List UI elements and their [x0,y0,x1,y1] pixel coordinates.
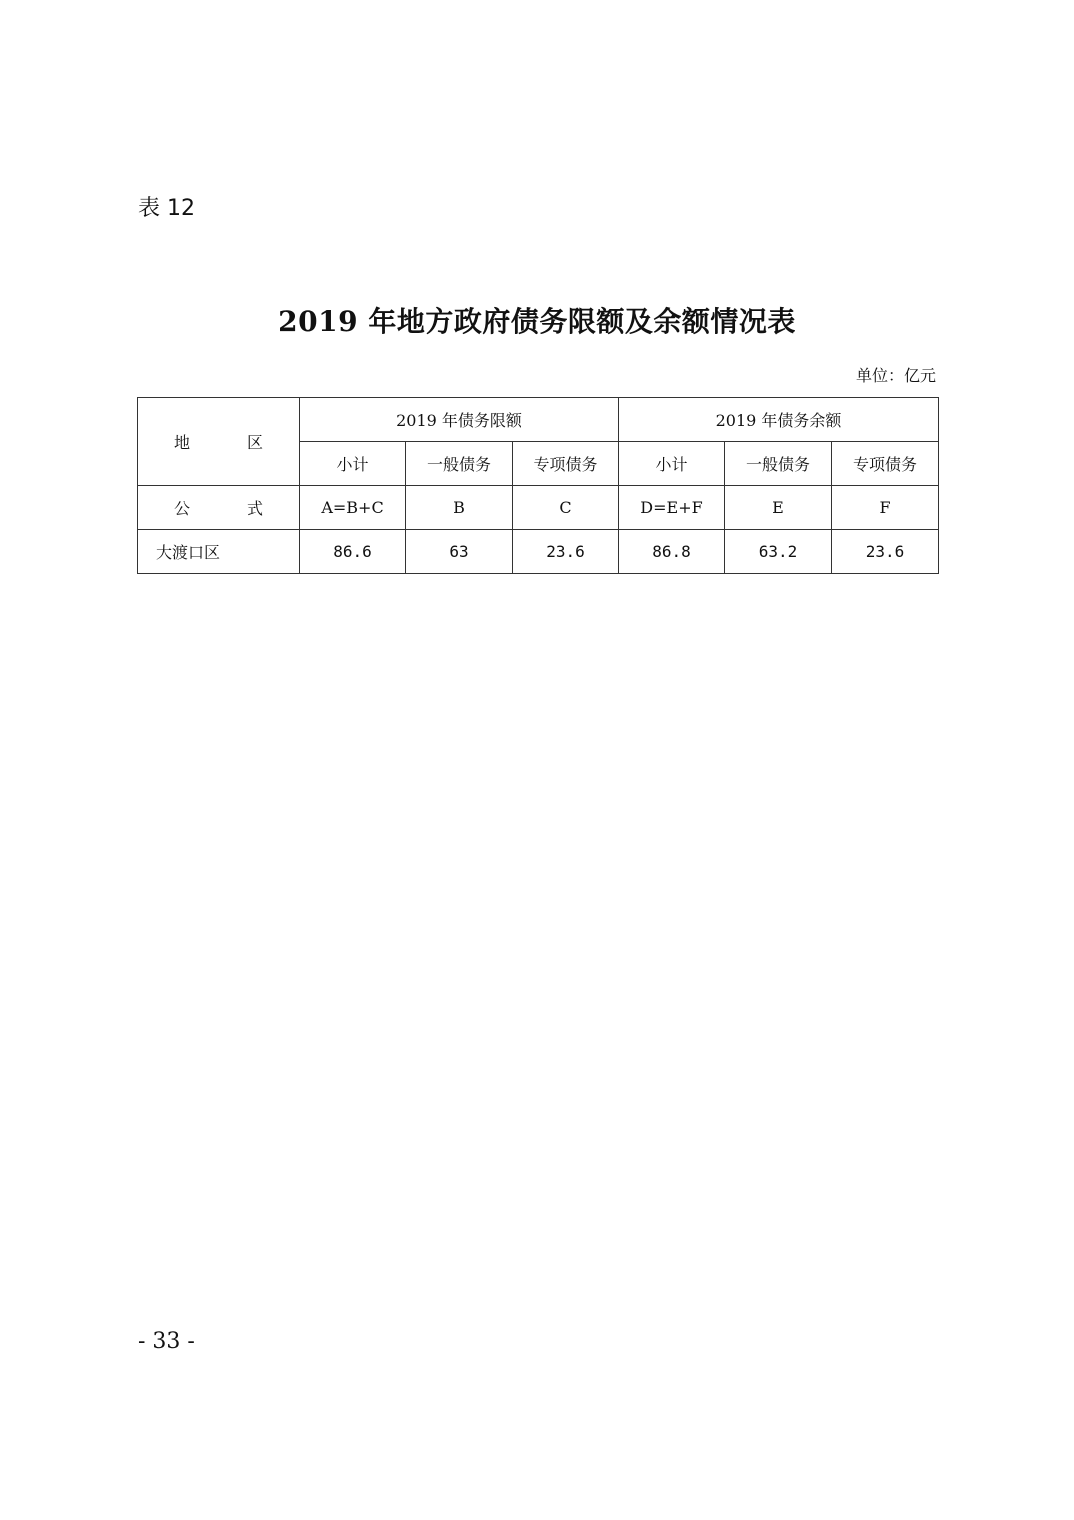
formula-cell: C [513,486,619,530]
balance-group-header: 2019 年债务余额 [619,398,939,442]
region-name-cell: 大渡口区 [138,530,300,574]
limit-subtotal-header: 小计 [300,442,406,486]
unit-label: 单位：亿元 [855,366,936,385]
formula-cell: D=E+F [619,486,725,530]
debt-table [137,397,939,574]
value-cell: 63.2 [725,530,832,574]
formula-cell: A=B+C [300,486,406,530]
formula-cell: E [725,486,832,530]
value-cell: 23.6 [832,530,939,574]
formula-row [138,486,939,530]
region-column-header: 地 区 [138,398,300,486]
formula-cell: B [406,486,513,530]
page-number: - 33 - [138,1329,195,1354]
value-cell: 63 [406,530,513,574]
balance-subtotal-header: 小计 [619,442,725,486]
formula-cell: F [832,486,939,530]
value-cell: 86.8 [619,530,725,574]
limit-special-debt-header: 专项债务 [513,442,619,486]
value-cell: 86.6 [300,530,406,574]
formula-label: 公 式 [138,486,300,530]
value-cell: 23.6 [513,530,619,574]
limit-general-debt-header: 一般债务 [406,442,513,486]
limit-group-header: 2019 年债务限额 [300,398,619,442]
table-header-row [138,398,939,442]
table-row [138,530,939,574]
table-label: 表 12 [138,196,195,221]
document-title: 2019 年地方政府债务限额及余额情况表 [278,305,796,338]
balance-general-debt-header: 一般债务 [725,442,832,486]
balance-special-debt-header: 专项债务 [832,442,939,486]
